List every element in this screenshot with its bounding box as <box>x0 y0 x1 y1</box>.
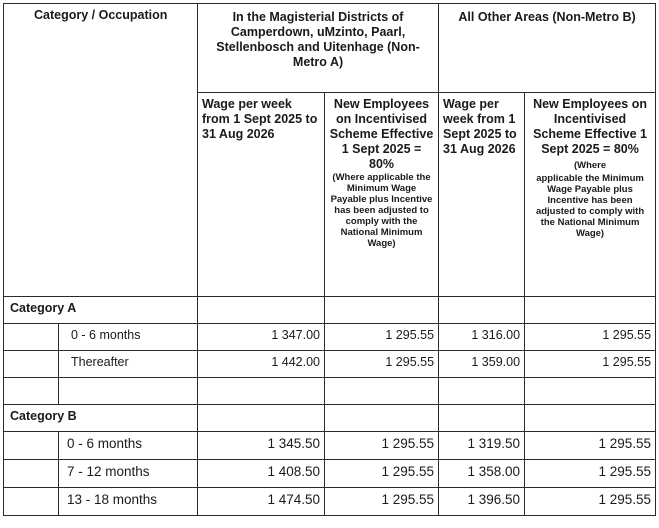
wage-b-value: 1 359.00 <box>439 351 525 378</box>
wage-a-value: 1 347.00 <box>198 324 325 351</box>
wage-a-value: 1 442.00 <box>198 351 325 378</box>
wage-table <box>3 3 656 516</box>
new-employee-b-value: 1 295.55 <box>525 488 656 516</box>
header-row-groups <box>4 4 656 93</box>
header-new-employees-b-main: New Employees on Incentivised Scheme Effective 1 Sept 2025 = 80% <box>533 97 648 156</box>
table-row <box>4 460 656 488</box>
new-employee-b-value: 1 295.55 <box>525 351 656 378</box>
table-row <box>4 488 656 516</box>
new-employee-b-value: 1 295.55 <box>525 324 656 351</box>
new-employee-a-value: 1 295.55 <box>325 351 439 378</box>
row-label: 7 - 12 months <box>59 460 198 488</box>
header-new-employees-a-main: New Employees on Incentivised Scheme Effective 1 Sept 2025 = 80% <box>329 97 434 171</box>
wage-b-value: 1 319.50 <box>439 432 525 460</box>
header-wage-a: Wage per week from 1 Sept 2025 to 31 Aug 2026 <box>198 93 325 297</box>
header-non-metro-b: All Other Areas (Non-Metro B) <box>439 4 656 93</box>
header-new-employees-a <box>325 93 439 297</box>
row-label: 0 - 6 months <box>59 324 198 351</box>
row-label: 0 - 6 months <box>59 432 198 460</box>
new-employee-a-value: 1 295.55 <box>325 324 439 351</box>
new-employee-a-value: 1 295.55 <box>325 432 439 460</box>
new-employee-b-value: 1 295.55 <box>525 460 656 488</box>
header-new-employees-a-note: (Where applicable the Minimum Wage Payable plus Incentive has been adjusted to comply with the National Minimum Wage) <box>330 172 433 249</box>
new-employee-b-value: 1 295.55 <box>525 432 656 460</box>
category-a-title: Category A <box>4 297 198 324</box>
new-employee-a-value: 1 295.55 <box>325 460 439 488</box>
header-new-employees-b-note-start: (Where <box>573 160 607 171</box>
row-label: 13 - 18 months <box>59 488 198 516</box>
header-non-metro-a: In the Magisterial Districts of Camperdown, uMzinto, Paarl, Stellenbosch and Uitenhage (Non-Metro A) <box>198 4 439 93</box>
header-wage-b: Wage per week from 1 Sept 2025 to 31 Aug 2026 <box>439 93 525 297</box>
wage-a-value: 1 345.50 <box>198 432 325 460</box>
header-new-employees-b-note: applicable the Minimum Wage Payable plus Incentive has been adjusted to comply with the National Minimum Wage) <box>535 173 645 239</box>
table-row <box>4 432 656 460</box>
wage-b-value: 1 316.00 <box>439 324 525 351</box>
wage-a-value: 1 408.50 <box>198 460 325 488</box>
row-label: Thereafter <box>59 351 198 378</box>
wage-b-value: 1 396.50 <box>439 488 525 516</box>
category-a-title-row <box>4 297 656 324</box>
header-category-occupation: Category / Occupation <box>4 4 198 297</box>
spacer-row <box>4 378 656 405</box>
new-employee-a-value: 1 295.55 <box>325 488 439 516</box>
wage-b-value: 1 358.00 <box>439 460 525 488</box>
table-row <box>4 324 656 351</box>
header-new-employees-b <box>525 93 656 297</box>
table-row <box>4 351 656 378</box>
wage-a-value: 1 474.50 <box>198 488 325 516</box>
category-b-title: Category B <box>4 405 198 432</box>
category-b-title-row <box>4 405 656 432</box>
